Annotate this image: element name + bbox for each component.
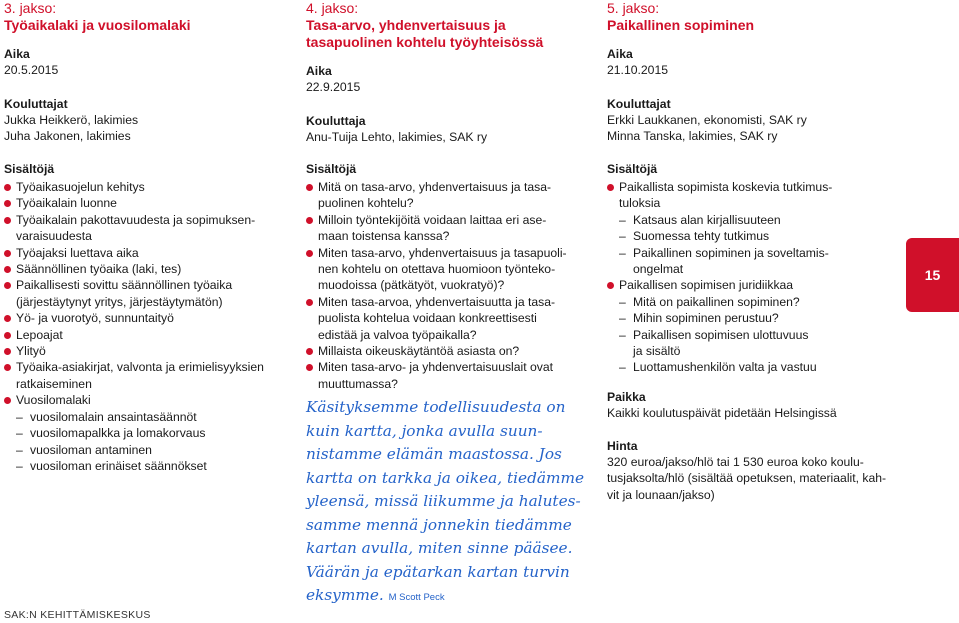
list-item: Säännöllinen työaika (laki, tes): [4, 261, 294, 277]
bullet-dot: [4, 348, 11, 355]
sub-list-item: – Suomessa tehty tutkimus: [619, 229, 770, 244]
list-item: Yö- ja vuorotyö, sunnuntaityö: [4, 310, 294, 326]
sisalto-heading: Sisältöjä: [4, 162, 55, 176]
bullet-dot: [607, 184, 614, 191]
quote-line: kuin kartta, jonka avulla suun-: [306, 421, 543, 440]
kouluttajat-heading: Kouluttaja: [306, 114, 366, 128]
sub-list: [4, 409, 294, 475]
bullet-dot: [4, 315, 11, 322]
content-list: [306, 179, 596, 392]
list-item: Työajaksi luettava aika: [4, 245, 294, 261]
footer-label: SAK:N KEHITTÄMISKESKUS: [4, 609, 151, 621]
quote-line: Käsityksemme todellisuudesta on: [306, 398, 566, 416]
list-item-continuation: puolista kohtelua voidaan konkreettisesti: [318, 311, 537, 326]
list-item-continuation: varaisuudesta: [16, 229, 92, 244]
list-item: Miten tasa-arvo, yhdenvertaisuus ja tasapuoli-: [306, 245, 596, 261]
sub-list: [607, 294, 897, 376]
bullet-dot: [306, 299, 313, 306]
bullet-dot: [306, 348, 313, 355]
list-item-continuation: nen kohtelu on otettava huomioon työnteko-: [318, 262, 556, 277]
bullet-dot: [4, 332, 11, 339]
jakso-label: 4. jakso:: [306, 0, 359, 16]
sisalto-heading: Sisältöjä: [306, 162, 357, 176]
sub-list-item: – Luottamushenkilön valta ja vastuu: [619, 360, 817, 375]
aika-date: 20.5.2015: [4, 63, 59, 77]
quote-line: nistamme elämän maastossa. Jos: [306, 445, 562, 463]
list-item: Vuosilomalaki: [4, 392, 294, 408]
kouluttaja-name: Erkki Laukkanen, ekonomisti, SAK ry: [607, 113, 807, 127]
jakso-title: Tasa-arvo, yhdenvertaisuus ja: [306, 17, 506, 33]
list-item: Miten tasa-arvoa, yhdenvertaisuutta ja tasa-: [306, 294, 596, 310]
quote-line: kartta on tarkka ja oikea, tiedämme: [306, 468, 585, 487]
jakso-title: Työaikalaki ja vuosilomalaki: [4, 17, 191, 33]
quote-line: samme mennä jonnekin tiedämme: [306, 515, 572, 534]
paikka-heading: Paikka: [607, 390, 646, 404]
sub-list-item-continuation: ja sisältö: [633, 344, 681, 359]
list-item: Paikallista sopimista koskevia tutkimus-: [607, 179, 897, 195]
list-item: Paikallisesti sovittu säännöllinen työaika: [4, 277, 294, 293]
bullet-dot: [306, 250, 313, 257]
bullet-dot: [607, 282, 614, 289]
list-item: Millaista oikeuskäytäntöä asiasta on?: [306, 343, 596, 359]
bullet-dot: [306, 217, 313, 224]
kouluttaja-name: Jukka Heikkerö, lakimies: [4, 113, 139, 127]
list-item: Työaika-asiakirjat, valvonta ja erimielisyyksien: [4, 359, 294, 375]
aika-date: 21.10.2015: [607, 63, 668, 77]
list-item: Paikallisen sopimisen juridiikkaa: [607, 277, 897, 293]
quote-line: Väärän ja epätarkan kartan turvin: [306, 562, 570, 581]
hinta-text: 320 euroa/jakso/hlö tai 1 530 euroa koko koulu-: [607, 455, 864, 469]
bullet-dot: [4, 200, 11, 207]
sub-list-item: – vuosilomalain ansaintasäännöt: [16, 409, 197, 424]
page-number-tab: [906, 238, 959, 312]
list-item-continuation: (järjestäytynyt yritys, järjestäytymätön): [16, 294, 223, 309]
bullet-dot: [4, 217, 11, 224]
kouluttajat-heading: Kouluttajat: [4, 97, 68, 111]
aika-heading: Aika: [607, 47, 633, 61]
list-item-continuation: ratkaiseminen: [16, 376, 92, 391]
kouluttaja-name: Anu-Tuija Lehto, lakimies, SAK ry: [306, 130, 488, 144]
list-item: Ylityö: [4, 343, 294, 359]
kouluttaja-name: Minna Tanska, lakimies, SAK ry: [607, 129, 778, 144]
jakso-title: Paikallinen sopiminen: [607, 17, 755, 33]
list-item: Milloin työntekijöitä voidaan laittaa eri ase-: [306, 212, 596, 228]
bullet-dot: [4, 397, 11, 404]
list-item: Työaikasuojelun kehitys: [4, 179, 294, 195]
handwritten-quote: [306, 396, 584, 610]
jakso-title: tasapuolinen kohtelu työyhteisössä: [306, 34, 544, 50]
quote-line: kartan avulla, miten sinne pääsee.: [306, 539, 573, 557]
list-item: Työaikalain pakottavuudesta ja sopimuksen-: [4, 212, 294, 228]
content-list: [4, 179, 294, 409]
hinta-text: tusjaksolta/hlö (sisältää opetuksen, materiaalit, kah-: [607, 471, 887, 486]
quote-line: eksymme. M Scott Peck: [306, 586, 445, 604]
jakso-label: 3. jakso:: [4, 0, 57, 16]
sub-list-item: – Katsaus alan kirjallisuuteen: [619, 212, 781, 227]
kouluttajat-heading: Kouluttajat: [607, 97, 671, 111]
bullet-dot: [4, 266, 11, 273]
jakso-label: 5. jakso:: [607, 0, 660, 16]
hinta-text: vit ja lounaan/jakso): [607, 487, 715, 502]
page-number: 15: [924, 267, 941, 283]
aika-heading: Aika: [4, 47, 30, 61]
kouluttaja-name: Juha Jakonen, lakimies: [4, 129, 131, 144]
sub-list-item: – Mitä on paikallinen sopiminen?: [619, 294, 800, 309]
quote-author: M Scott Peck: [388, 592, 445, 603]
content-list: [607, 277, 897, 293]
sub-list-item: – Paikallinen sopiminen ja soveltamis-: [619, 245, 829, 260]
sub-list: [607, 212, 897, 278]
bullet-dot: [306, 184, 313, 191]
list-item: Työaikalain luonne: [4, 195, 294, 211]
bullet-dot: [4, 250, 11, 257]
list-item: Lepoajat: [4, 327, 294, 343]
sub-list-item: – vuosilomapalkka ja lomakorvaus: [16, 426, 206, 441]
sub-list-item: – Paikallisen sopimisen ulottuvuus: [619, 327, 809, 342]
list-item: Mitä on tasa-arvo, yhdenvertaisuus ja tasa-: [306, 179, 596, 195]
list-item: Miten tasa-arvo- ja yhdenvertaisuuslait ovat: [306, 359, 596, 375]
aika-date: 22.9.2015: [306, 80, 361, 94]
list-item-continuation: muuttumassa?: [318, 376, 398, 391]
bullet-dot: [306, 364, 313, 371]
list-item-continuation: puolinen kohtelu?: [318, 196, 414, 211]
sub-list-item-continuation: ongelmat: [633, 262, 684, 277]
bullet-dot: [4, 282, 11, 289]
list-item-continuation: muodoissa (pätkätyöt, vuokratyö)?: [318, 278, 505, 293]
bullet-dot: [4, 364, 11, 371]
sub-list-item: – vuosiloman antaminen: [16, 442, 152, 457]
sub-list-item: – vuosiloman erinäiset säännökset: [16, 458, 207, 473]
paikka-text: Kaikki koulutuspäivät pidetään Helsingissä: [607, 406, 837, 420]
quote-line: yleensä, missä liikumme ja halutes-: [306, 492, 581, 510]
sisalto-heading: Sisältöjä: [607, 162, 658, 176]
bullet-dot: [4, 184, 11, 191]
hinta-heading: Hinta: [607, 439, 638, 453]
list-item-continuation: tuloksia: [619, 196, 661, 211]
sub-list-item: – Mihin sopiminen perustuu?: [619, 311, 779, 326]
aika-heading: Aika: [306, 64, 332, 78]
list-item-continuation: maan toistensa kanssa?: [318, 229, 450, 244]
content-list: [607, 179, 897, 212]
list-item-continuation: edistää ja valvoa työpaikalla?: [318, 327, 477, 342]
